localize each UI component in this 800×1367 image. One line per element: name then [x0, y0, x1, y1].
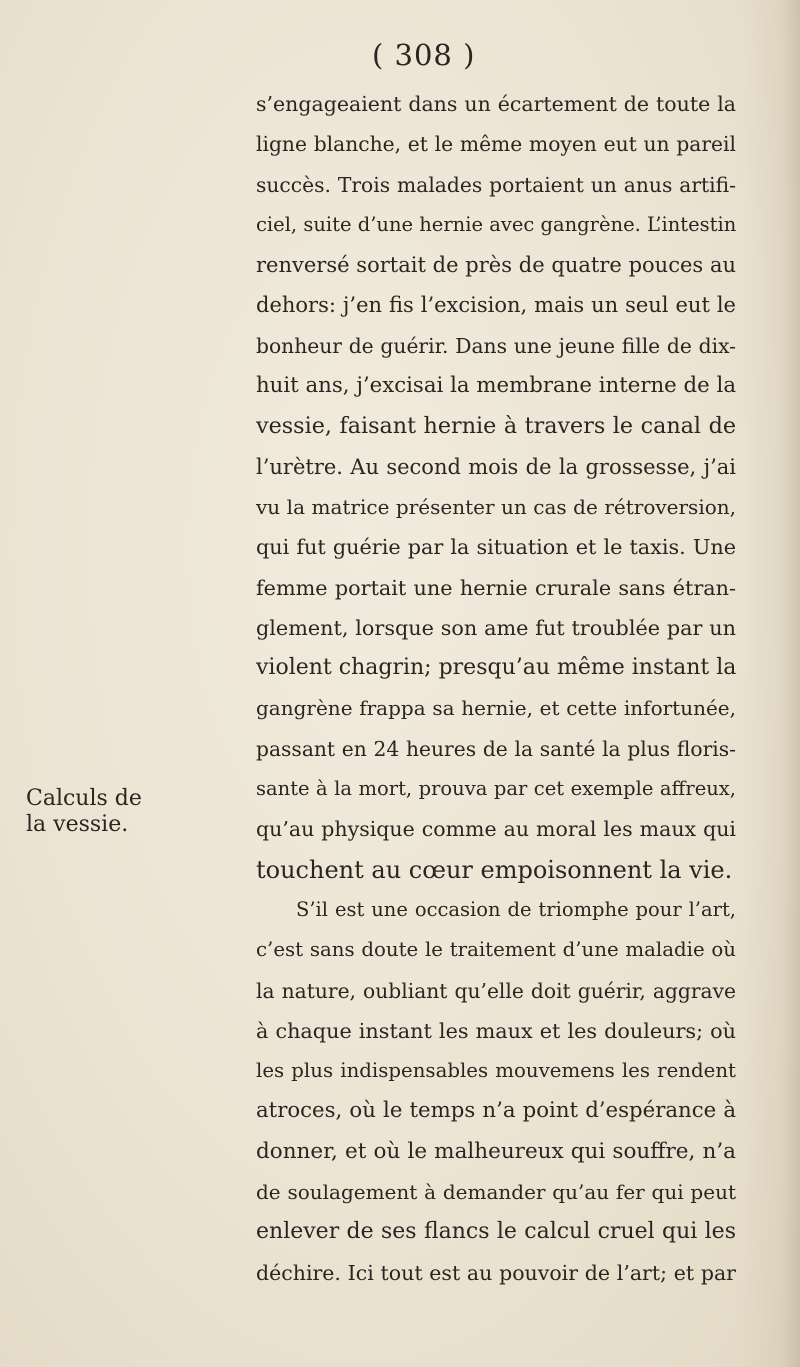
text-line: touchent au cœur empoisonnent la vie. — [256, 855, 733, 884]
page-edge-shadow — [740, 0, 800, 1367]
text-line: femme portait une hernie crurale sans étran- — [256, 575, 736, 600]
text-line: enlever de ses flancs le calcul cruel qui les — [256, 1219, 736, 1245]
text-line: passant en 24 heures de la santé la plus floris- — [256, 736, 736, 761]
text-line: vessie, faisant hernie à travers le canal de — [256, 413, 736, 440]
text-line: de soulagement à demander qu’au fer qui peut — [256, 1180, 736, 1205]
text-line: ciel, suite d’une hernie avec gangrène. L’intestin — [256, 212, 737, 236]
text-line: glement, lorsque son ame fut troublée par un — [256, 615, 736, 640]
text-line: sante à la mort, prouva par cet exemple affreux, — [256, 777, 736, 801]
text-line: s’engageaient dans un écartement de toute la — [256, 92, 736, 116]
text-line: à chaque instant les maux et les douleurs; où — [256, 1018, 736, 1043]
text-line: donner, et où le malheureux qui souffre, n’a — [256, 1138, 736, 1164]
margin-note — [26, 786, 142, 838]
text-line: qu’au physique comme au moral les maux qui — [256, 817, 736, 842]
text-line: atroces, où le temps n’a point d’espérance à — [256, 1098, 736, 1124]
text-line: gangrène frappa sa hernie, et cette infortunée, — [256, 696, 736, 721]
text-line: renversé sortait de près de quatre pouces au — [256, 253, 736, 278]
text-line: dehors: j’en fis l’excision, mais un seul eut le — [256, 293, 736, 318]
text-line: déchire. Ici tout est au pouvoir de l’art; et par — [256, 1260, 736, 1285]
text-line: la nature, oubliant qu’elle doit guérir, aggrave — [256, 978, 736, 1003]
margin-note-line: Calculs de — [26, 786, 142, 811]
body-text — [256, 84, 736, 1293]
text-line: vu la matrice présenter un cas de rétroversion, — [256, 494, 736, 519]
page-number: ( 308 ) — [372, 38, 476, 72]
text-line: l’urètre. Au second mois de la grossesse, j’ai — [256, 454, 736, 479]
text-line: huit ans, j’excisai la membrane interne de la — [256, 373, 736, 399]
text-line: succès. Trois malades portaient un anus artifi- — [256, 172, 736, 197]
text-line: c’est sans doute le traitement d’une maladie où — [256, 938, 736, 962]
text-line: S’il est une occasion de triomphe pour l’art, — [296, 897, 736, 921]
text-line: ligne blanche, et le même moyen eut un pareil — [256, 132, 736, 157]
text-line: qui fut guérie par la situation et le taxis. Une — [256, 535, 736, 560]
text-line: violent chagrin; presqu’au même instant la — [256, 655, 737, 681]
margin-note-line: la vessie. — [26, 812, 129, 837]
text-line: bonheur de guérir. Dans une jeune fille de dix- — [256, 333, 736, 358]
text-line: les plus indispensables mouvemens les rendent — [256, 1059, 736, 1083]
